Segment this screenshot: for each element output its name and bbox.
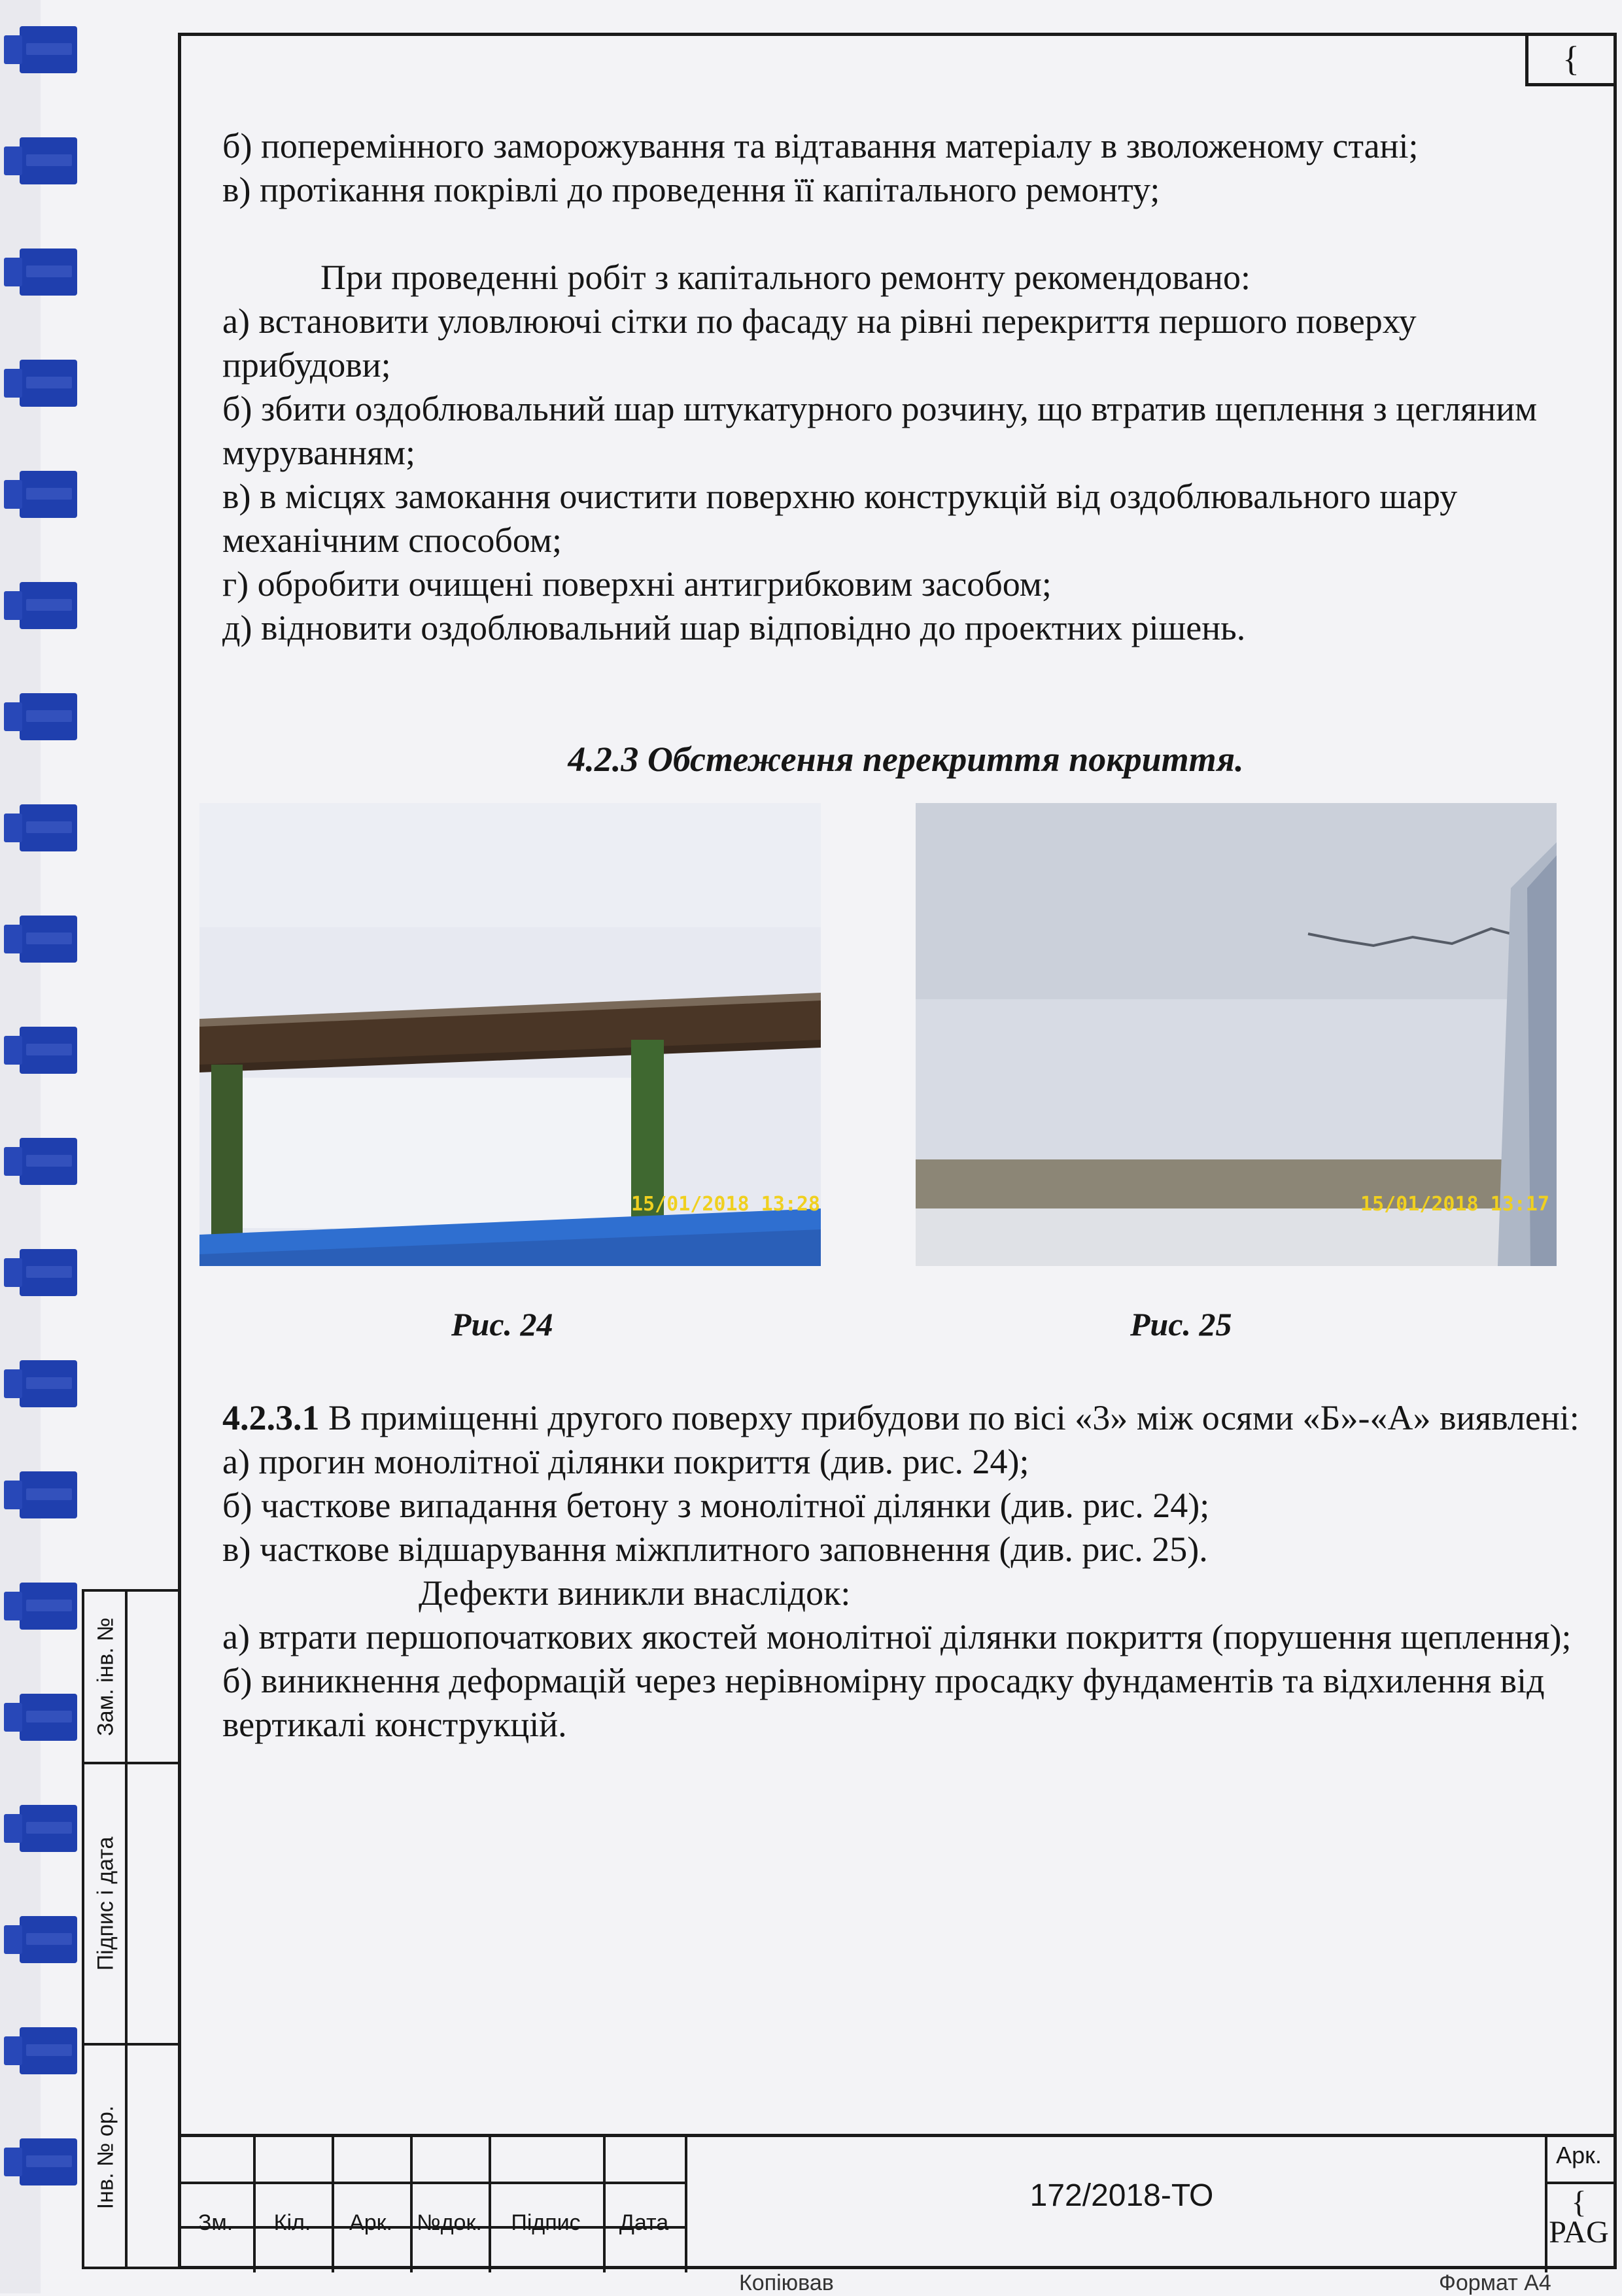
binding-coil [20,1360,77,1407]
finding-paragraph: а) втрати першопочаткових якостей монолітної ділянки покриття (порушення щеплення); [222,1617,1572,1656]
binding-coil [20,248,77,296]
binding-coil [20,804,77,851]
figure-25-timestamp: 15/01/2018 13:17 [1360,1193,1549,1216]
sheet-number-line-1: { [1571,2185,1587,2219]
title-col-sheet: Арк. [349,2210,392,2235]
binding-coil [20,471,77,518]
binding-coil [20,1138,77,1185]
side-stamp-block [82,1589,181,2269]
binding-coil [20,1916,77,1963]
findings-list [222,1440,1596,1747]
binding-coil [20,360,77,407]
format-label: Формат А4 [1439,2270,1551,2295]
subsection-number: 4.2.3.1 [222,1398,320,1437]
sheet-label: Арк. [1556,2142,1602,2168]
binding-coil [20,582,77,629]
side-stamp-inv-original: Інв. № ор. [93,2105,118,2210]
document-code: 172/2018-ТО [1029,2178,1214,2213]
corner-page-number: { [1562,39,1579,78]
subsection-lead-text: В приміщенні другого поверху прибудови по вісі «3» між осями «Б»-«А» виявлені: [319,1398,1579,1437]
body-paragraph: При проведенні робіт з капітального ремонту рекомендовано: [320,258,1251,297]
body-paragraph: б) поперемінного заморожування та відтавання матеріалу в зволоженому стані; [222,126,1419,165]
binding-coil [20,1471,77,1518]
body-paragraph: б) збити оздоблювальний шар штукатурного розчину, що втратив щеплення з цегляним муруванням; [222,389,1538,472]
finding-paragraph: а) прогин монолітної ділянки покриття (див. рис. 24); [222,1442,1029,1481]
title-block-rule [489,2137,491,2272]
binding-coil [20,137,77,184]
title-col-signature: Підпис [511,2210,581,2235]
corner-page-box [1525,33,1617,86]
figure-24-caption: Рис. 24 [451,1306,553,1343]
finding-paragraph: б) виникнення деформацій через нерівномірну просадку фундаментів та відхилення від вертикалі конструкцій. [222,1661,1545,1744]
binding-coil [20,2138,77,2185]
title-col-quantity: Кіл. [273,2210,311,2235]
figure-25-caption: Рис. 25 [1130,1306,1232,1343]
binding-coil [20,916,77,963]
binding-coil [20,1805,77,1852]
title-block-rule [178,2182,685,2184]
binding-coil [20,1249,77,1296]
binding-coil [20,1583,77,1630]
title-block-rule [253,2137,256,2272]
side-stamp-zam-inv: Зам. інв. № [93,1617,118,1736]
binding-coil [20,1027,77,1074]
body-paragraph: г) обробити очищені поверхні антигрибковим засобом; [222,564,1052,604]
body-paragraph: в) протікання покрівлі до проведення її капітального ремонту; [222,170,1160,209]
title-block-rule [332,2137,334,2272]
figure-24-timestamp: 15/01/2018 13:28 [631,1193,820,1216]
copied-by-label: Копіював [739,2270,834,2295]
title-block-rule [1545,2182,1617,2184]
paragraph-gap [222,212,1589,256]
title-block-rule [685,2137,687,2272]
binding-coil [20,2027,77,2074]
title-block-rule [603,2137,606,2272]
title-block-rule [410,2137,413,2272]
body-text-top [222,124,1589,650]
section-heading: 4.2.3 Обстеження перекриття покриття. [568,740,1244,779]
sheet-number [1547,2187,1610,2248]
title-col-date: Дата [619,2210,669,2235]
side-stamp-divider [125,1592,128,2267]
finding-paragraph: б) часткове випадання бетону з монолітної ділянки (див. рис. 24); [222,1486,1210,1525]
title-col-doc-number: №док. [417,2210,482,2235]
side-stamp-signature-date: Підпис і дата [93,1836,118,1971]
finding-paragraph: в) часткове відшарування міжплитного заповнення (див. рис. 25). [222,1530,1208,1569]
body-paragraph: а) встановити уловлюючі сітки по фасаду на рівні перекриття першого поверху прибудови; [222,301,1417,385]
title-col-change: Зм. [198,2210,233,2235]
binding-coil [20,693,77,740]
finding-paragraph: Дефекти виникли внаслідок: [419,1573,851,1613]
sheet-number-line-2: PAG [1549,2215,1609,2250]
subsection-4-2-3-1-lead [222,1396,1596,1440]
body-paragraph: в) в місцях замокання очистити поверхню конструкцій від оздоблювального шару механічним способом; [222,477,1458,560]
binding-coil [20,1694,77,1741]
figure-24-photo [199,803,821,1266]
body-text-bottom [222,1396,1596,1747]
body-paragraph: д) відновити оздоблювальний шар відповідно до проектних рішень. [222,608,1246,647]
figure-25-photo [916,803,1557,1266]
binding-coil [20,26,77,73]
binding-coil-strip [0,0,82,2293]
